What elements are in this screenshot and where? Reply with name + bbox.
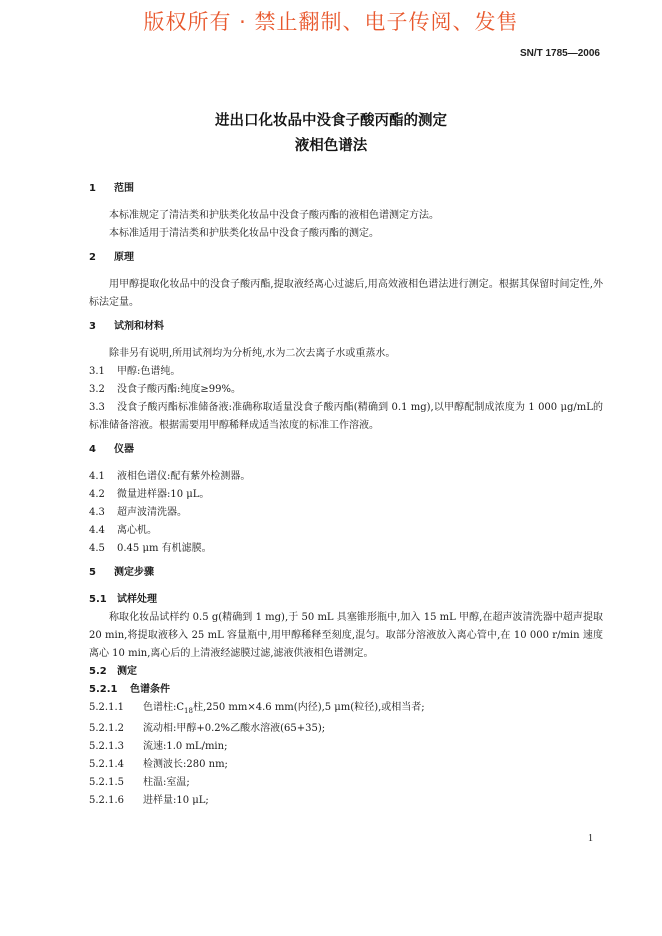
item-number: 4.2 xyxy=(89,489,105,500)
condition-item xyxy=(89,792,603,810)
condition-text: 检测波长:280 nm; xyxy=(143,759,228,770)
list-item xyxy=(89,468,603,486)
paragraph: 除非另有说明,所用试剂均为分析纯,水为二次去离子水或重蒸水。 xyxy=(109,348,396,359)
list-item xyxy=(89,486,603,504)
section-title: 测定步骤 xyxy=(114,567,154,578)
paragraph: 用甲醇提取化妆品中的没食子酸丙酯,提取液经离心过滤后,用高效液相色谱法进行测定。根据其保留时间定性,外标法定量。 xyxy=(89,279,603,308)
section-number: 4 xyxy=(89,444,96,455)
item-number: 3.1 xyxy=(89,366,105,377)
item-text: 没食子酸丙酯标准储备液:准确称取适量没食子酸丙酯(精确到 0.1 mg),以甲醇配制成浓度为 1 000 μg/mL的标准储备溶液。根据需要用甲醇稀释成适当浓度的标准工作溶液。 xyxy=(89,402,603,431)
item-text: 没食子酸丙酯:纯度≥99%。 xyxy=(117,384,241,395)
list-item xyxy=(89,504,603,522)
section-heading xyxy=(89,318,603,336)
document-body xyxy=(89,180,603,810)
paragraph: 本标准规定了清洁类和护肤类化妆品中没食子酸丙酯的液相色谱测定方法。 xyxy=(109,210,439,221)
subsection-title: 试样处理 xyxy=(117,594,157,605)
section-heading xyxy=(89,441,603,459)
section-heading xyxy=(89,180,603,198)
item-number: 4.4 xyxy=(89,525,105,536)
list-item xyxy=(89,399,603,435)
condition-text: 色谱柱:C xyxy=(143,702,185,713)
item-text: 甲醇:色谱纯。 xyxy=(117,366,181,377)
item-number: 4.3 xyxy=(89,507,105,518)
condition-number: 5.2.1.1 xyxy=(89,702,124,713)
subsection-title: 测定 xyxy=(117,666,137,677)
paragraph: 本标准适用于清洁类和护肤类化妆品中没食子酸丙酯的测定。 xyxy=(109,228,379,239)
section-number: 2 xyxy=(89,252,96,263)
condition-text: 柱温:室温; xyxy=(143,777,190,788)
item-text: 0.45 μm 有机滤膜。 xyxy=(117,543,212,554)
section-heading xyxy=(89,249,603,267)
condition-text: 流动相:甲醇+0.2%乙酸水溶液(65+35); xyxy=(143,723,326,734)
list-item xyxy=(89,540,603,558)
paragraph: 称取化妆品试样约 0.5 g(精确到 1 mg),于 50 mL 具塞锥形瓶中,加入 15 mL 甲醇,在超声波清洗器中超声提取 20 min,将提取液移入 25 mL 容量瓶中,用甲醇稀释至刻度,混匀。取部分溶液放入离心管中,在 10 000 r/min 速度离心 10 min,离心后的上清液经滤膜过滤,滤液供液相色谱测定。 xyxy=(89,612,603,659)
item-text: 液相色谱仪:配有紫外检测器。 xyxy=(117,471,251,482)
item-text: 超声波清洗器。 xyxy=(117,507,187,518)
condition-item xyxy=(89,756,603,774)
item-text: 微量进样器:10 μL。 xyxy=(117,489,210,500)
condition-item xyxy=(89,720,603,738)
section-title: 原理 xyxy=(114,252,134,263)
standard-code: SN/T 1785—2006 xyxy=(519,48,600,59)
item-number: 3.3 xyxy=(89,402,105,413)
condition-number: 5.2.1.3 xyxy=(89,741,124,752)
subsubsection-heading xyxy=(89,681,603,699)
subsubsection-title: 色谱条件 xyxy=(130,684,170,695)
subscript: 18 xyxy=(184,707,193,715)
condition-number: 5.2.1.2 xyxy=(89,723,124,734)
section-title: 范围 xyxy=(114,183,134,194)
subsection-heading xyxy=(89,591,603,609)
section-number: 1 xyxy=(89,183,96,194)
document-subtitle: 液相色谱法 xyxy=(294,138,368,154)
item-number: 4.1 xyxy=(89,471,105,482)
section-title: 仪器 xyxy=(114,444,134,455)
subsubsection-number: 5.2.1 xyxy=(89,684,118,695)
section-number: 3 xyxy=(89,321,96,332)
condition-item xyxy=(89,738,603,756)
section-heading xyxy=(89,564,603,582)
condition-item xyxy=(89,774,603,792)
condition-number: 5.2.1.5 xyxy=(89,777,124,788)
condition-number: 5.2.1.6 xyxy=(89,795,124,806)
list-item xyxy=(89,522,603,540)
condition-number: 5.2.1.4 xyxy=(89,759,124,770)
section-title: 试剂和材料 xyxy=(114,321,164,332)
subsection-number: 5.2 xyxy=(89,666,107,677)
item-text: 离心机。 xyxy=(117,525,157,536)
list-item xyxy=(89,381,603,399)
document-title: 进出口化妆品中没食子酸丙酯的测定 xyxy=(215,113,447,129)
section-number: 5 xyxy=(89,567,96,578)
condition-text: 进样量:10 μL; xyxy=(143,795,209,806)
item-number: 3.2 xyxy=(89,384,105,395)
condition-text: 柱,250 mm×4.6 mm(内径),5 μm(粒径),或相当者; xyxy=(192,702,425,713)
subsection-heading xyxy=(89,663,603,681)
condition-text: 流速:1.0 mL/min; xyxy=(143,741,228,752)
condition-item xyxy=(89,699,603,720)
list-item xyxy=(89,363,603,381)
item-number: 4.5 xyxy=(89,543,105,554)
copyright-watermark: 版权所有 · 禁止翻制、电子传阅、发售 xyxy=(143,10,519,34)
page-number: 1 xyxy=(588,833,593,844)
subsection-number: 5.1 xyxy=(89,594,107,605)
